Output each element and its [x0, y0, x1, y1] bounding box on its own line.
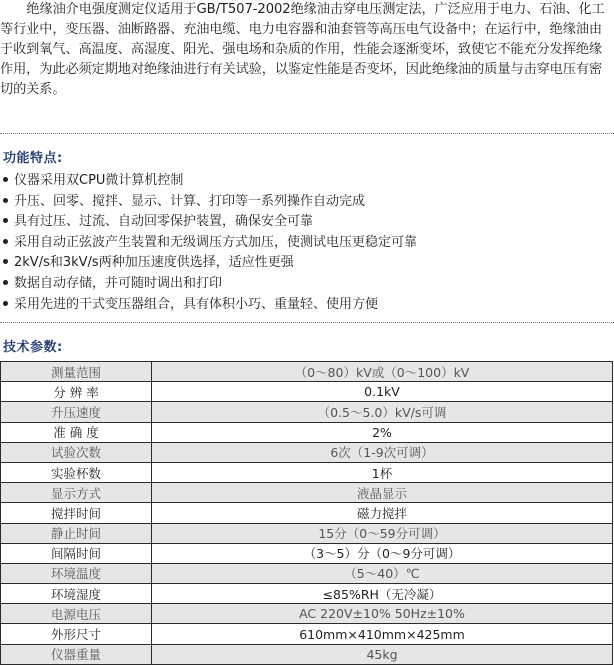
table-row	[1, 382, 613, 402]
table-row	[1, 604, 613, 624]
spec-value: 0.1kV	[152, 382, 613, 402]
spec-value: ≤85%RH（无冷凝）	[152, 584, 613, 604]
bullet-icon	[3, 239, 8, 244]
bullet-icon	[3, 198, 8, 203]
table-row	[1, 584, 613, 604]
feature-text: 采用先进的干式变压器组合，具有体积小巧、重量轻、使用方便	[14, 296, 379, 312]
table-row	[1, 422, 613, 442]
feature-text: 仪器采用双CPU微计算机控制	[14, 173, 184, 188]
table-row	[1, 543, 613, 563]
bullet-icon	[3, 280, 8, 285]
bullet-icon	[3, 218, 8, 223]
spec-value: 6次（1-9次可调）	[152, 442, 613, 462]
spec-value: （5～40）℃	[152, 563, 613, 583]
list-item	[0, 253, 614, 274]
table-row	[1, 563, 613, 583]
table-row	[1, 503, 613, 523]
spec-value: 液晶显示	[152, 483, 613, 503]
specs-table	[0, 361, 613, 665]
table-row	[1, 462, 613, 482]
spec-value: 磁力搅拌	[152, 503, 613, 523]
spec-label: 准 确 度	[1, 422, 152, 442]
intro-text: 绝缘油介电强度测定仪适用于GB/T507-2002绝缘油击穿电压测定法，广泛应用于电力、石油、化工等行业中，变压器、油断路器、充油电缆、电力电容器和油套管等高压电气设备中；在运行中，绝缘油由于收到氧气、高温度、高湿度、阳光、强电场和杂质的作用，性能会逐渐变坏，致使它不能充分发挥绝缘作用，为此必须定期地对绝缘油进行有关试验，以鉴定性能是否变坏，因此绝缘油的质量与击穿电压有密切的关系。	[0, 2, 605, 97]
spec-value: （0.5～5.0）kV/s可调	[152, 402, 613, 422]
spec-value: 1杯	[152, 462, 613, 482]
spec-value: （0～80）kV或（0～100）kV	[152, 362, 613, 382]
dotted-divider	[0, 322, 614, 323]
spec-label: 显示方式	[1, 483, 152, 503]
feature-text: 升压、回零、搅拌、显示、计算、打印等一系列操作自动完成	[14, 193, 366, 209]
bullet-icon	[3, 301, 8, 306]
spec-label: 升压速度	[1, 402, 152, 422]
spec-label: 测量范围	[1, 362, 152, 382]
list-item	[0, 295, 614, 316]
spec-value: 610mm×410mm×425mm	[152, 624, 613, 644]
spec-label: 环境湿度	[1, 584, 152, 604]
list-item	[0, 171, 614, 192]
table-row	[1, 483, 613, 503]
spec-value: AC 220V±10% 50Hz±10%	[152, 604, 613, 624]
list-item	[0, 233, 614, 254]
spec-label: 试验次数	[1, 442, 152, 462]
features-list	[0, 171, 614, 315]
features-title: 功能特点:	[3, 151, 63, 166]
bullet-icon	[3, 177, 8, 182]
specs-title: 技术参数:	[3, 340, 63, 355]
intro-paragraph	[0, 0, 614, 100]
spec-label: 分 辨 率	[1, 382, 152, 402]
spec-label: 仪器重量	[1, 644, 152, 664]
spec-label: 静止时间	[1, 523, 152, 543]
table-row	[1, 624, 613, 644]
spec-label: 环境温度	[1, 563, 152, 583]
list-item	[0, 212, 614, 233]
feature-text: 2kV/s和3kV/s两种加压速度供选择，适应性更强	[14, 255, 294, 271]
spec-value: 2%	[152, 422, 613, 442]
bullet-icon	[3, 259, 8, 264]
table-row	[1, 362, 613, 382]
spec-label: 间隔时间	[1, 543, 152, 563]
table-row	[1, 644, 613, 664]
table-row	[1, 402, 613, 422]
feature-text: 采用自动正弦波产生装置和无级调压方式加压，使测试电压更稳定可靠	[14, 234, 418, 250]
spec-value: （3～5）分（0～9分可调）	[152, 543, 613, 563]
table-row	[1, 442, 613, 462]
spec-label: 外形尺寸	[1, 624, 152, 644]
spec-value: 15分（0～59分可调）	[152, 523, 613, 543]
list-item	[0, 274, 614, 295]
spec-label: 实验杯数	[1, 462, 152, 482]
spec-label: 搅拌时间	[1, 503, 152, 523]
spec-value: 45kg	[152, 644, 613, 664]
feature-text: 具有过压、过流、自动回零保护装置，确保安全可靠	[14, 214, 314, 230]
table-row	[1, 523, 613, 543]
spec-label: 电源电压	[1, 604, 152, 624]
list-item	[0, 192, 614, 213]
feature-text: 数据自动存储，并可随时调出和打印	[14, 275, 223, 291]
dotted-divider	[0, 133, 614, 134]
